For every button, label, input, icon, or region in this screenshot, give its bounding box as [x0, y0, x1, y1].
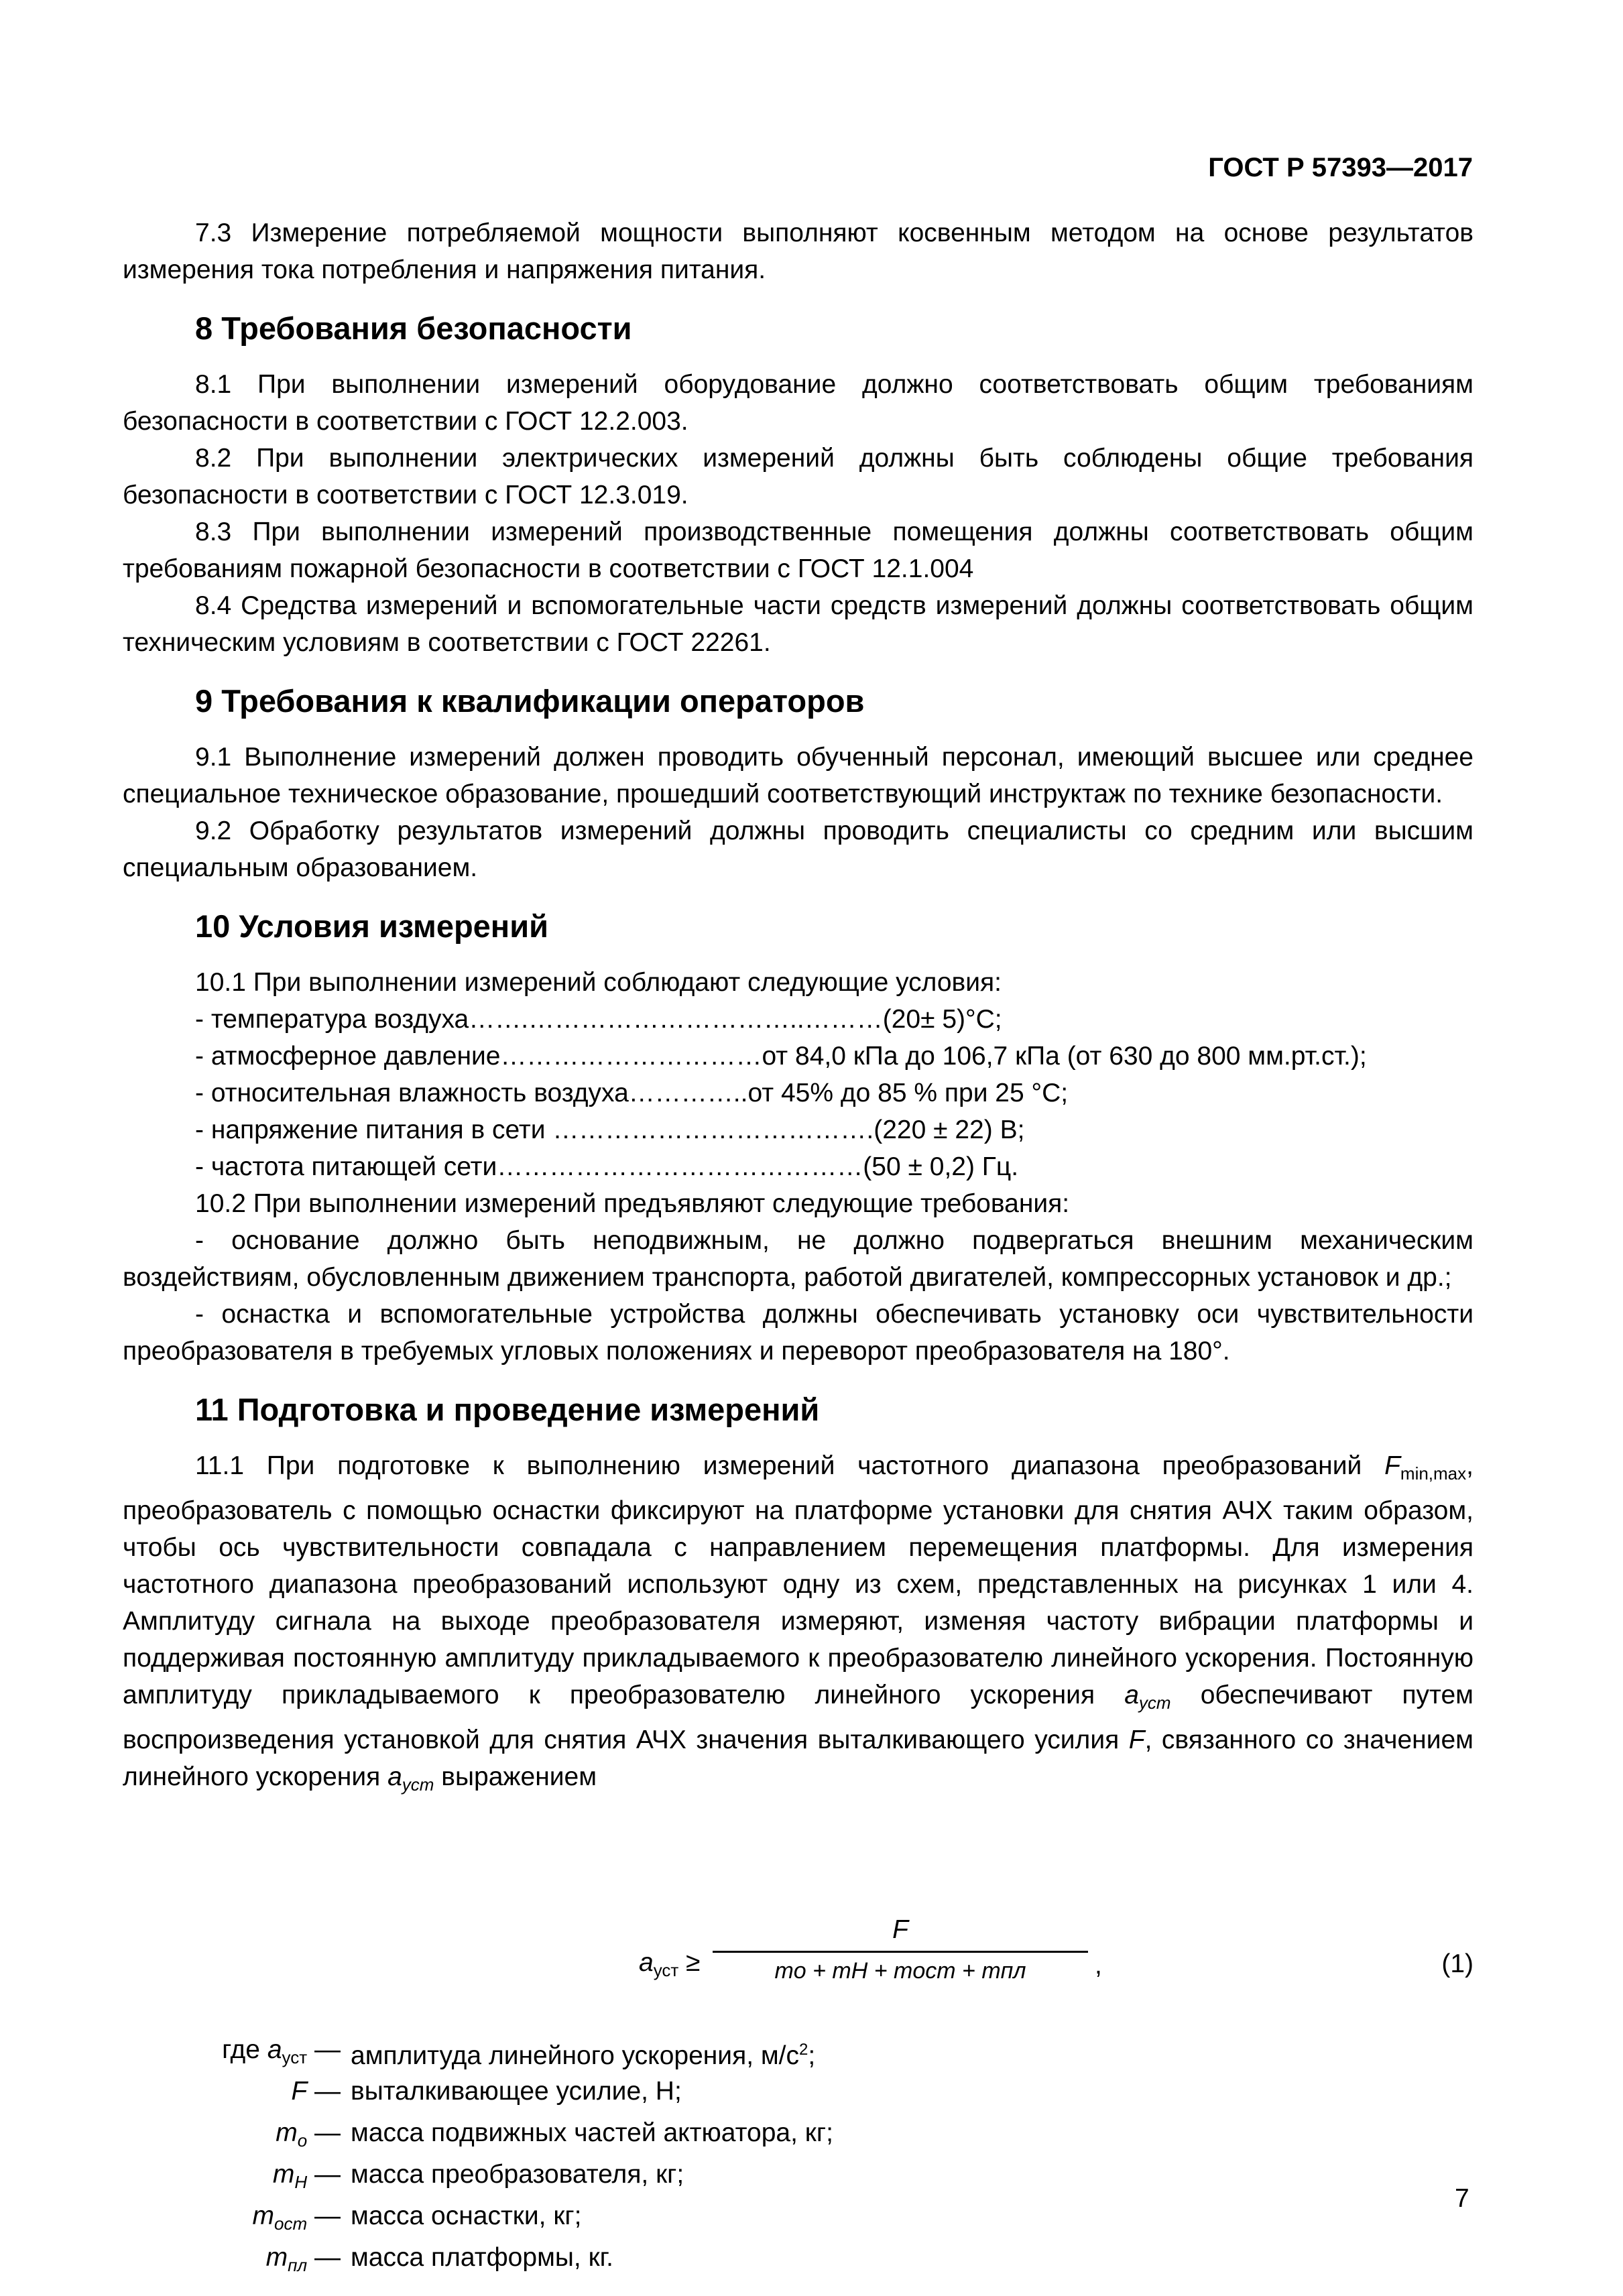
formula-legend [123, 2031, 1474, 2281]
legend-where-label: где [222, 2035, 260, 2064]
p111-text-a: 11.1 При подготовке к выполнению измерений частотного диапазона преобразований [195, 1451, 1385, 1480]
legend-dash: — [307, 2160, 341, 2189]
formula-comma: , [1095, 1951, 1102, 1980]
legend-description [351, 2031, 815, 2074]
legend-symbol [253, 2197, 341, 2242]
legend-tail: ; [808, 2041, 816, 2070]
p111-text-e: выражением [434, 1762, 597, 1791]
legend-row [123, 2114, 1474, 2156]
legend-symbol [291, 2073, 341, 2110]
section-10-title: 10 Условия измерений [195, 908, 548, 944]
formula-denominator: mо + mН + mост + mпл [774, 1958, 1026, 1984]
legend-row [123, 2197, 1474, 2239]
formula-lhs-subscript: уст [653, 1960, 679, 1980]
paragraph-11-1 [123, 1447, 1474, 1803]
legend-row [123, 2239, 1474, 2281]
legend-row [123, 2156, 1474, 2197]
paragraph-7-3: 7.3 Измерение потребляемой мощности выполняют косвенным методом на основе результатов измерения тока потребления и напряжения питания. [123, 219, 1474, 284]
legend-symbol-subscript: Н [294, 2172, 308, 2192]
legend-symbol [266, 2239, 341, 2284]
paragraph-8-2: 8.2 При выполнении электрических измерений должны быть соблюдены общие требования безопасности в соответствии с ГОСТ 12.3.019. [123, 444, 1474, 509]
formula-fraction [713, 1911, 1088, 1988]
p111-text-c: обеспечивают путем воспроизведения установкой для снятия АЧХ значения выталкивающего усилия [123, 1681, 1474, 1754]
legend-symbol [222, 2031, 341, 2076]
legend-symbol-letter: m [252, 2201, 275, 2230]
legend-symbol-subscript: уст [282, 2047, 308, 2067]
legend-description [351, 2114, 833, 2151]
p111-text-d: , связанного со значением линейного ускорения [123, 1726, 1474, 1791]
requirement-base: - основание должно быть неподвижным, не должно подвергаться внешним механическим воздействиям, обусловленным движением транспорта, работой двигателей, компрессорных установок и др.; [123, 1226, 1474, 1292]
paragraph-8-3: 8.3 При выполнении измерений производственные помещения должны соответствовать общим требованиям пожарной безопасности в соответствии с ГОСТ 12.1.004 [123, 518, 1474, 583]
p111-symbol-f2: F [1128, 1726, 1145, 1754]
legend-symbol-subscript: пл [288, 2255, 308, 2275]
requirement-fixture: - оснастка и вспомогательные устройства должны обеспечивать установку оси чувствительности преобразователя в требуемых угловых положениях и переворот преобразователя на 180°. [123, 1300, 1474, 1366]
document-header: ГОСТ Р 57393—2017 [1208, 153, 1473, 182]
legend-description-text: масса оснастки, кг; [351, 2201, 582, 2230]
condition-pressure: - атмосферное давление…………………………от 84,0 кПа до 106,7 кПа (от 630 до 800 мм.рт.ст.); [195, 1042, 1367, 1071]
formula-numerator: F [892, 1915, 908, 1944]
legend-description-text: масса преобразователя, кг; [351, 2160, 684, 2189]
paragraph-9-1: 9.1 Выполнение измерений должен проводить обученный персонал, имеющий высшее или среднее специальное техническое образование, прошедший соответствующий инструктаж по технике безопасности. [123, 743, 1474, 808]
legend-description-text: масса платформы, кг. [351, 2243, 613, 2272]
p111-text-b: , преобразователь с помощью оснастки фиксируют на платформе установки для снятия АЧХ таким образом, чтобы ось чувствительности совпадала с направлением перемещения платформы. Для измерения частотного диапазона преобразований используют одну из схем, представленных на рисунках 1 или 4. Амплитуду сигнала на выходе преобразователя измеряют, изменяя частоту вибрации платформы и поддерживая постоянную амплитуду прикладываемого к преобразователю линейного ускорения. Постоянную амплитуду прикладываемого к преобразователю линейного ускорения [123, 1451, 1474, 1709]
p111-subscript-ust2: уст [402, 1774, 434, 1795]
formula-lhs [639, 1944, 701, 1989]
section-9-title: 9 Требования к квалификации операторов [195, 683, 865, 719]
paragraph-9-2: 9.2 Обработку результатов измерений должны проводить специалисты со средним или высшим специальным образованием. [123, 817, 1474, 882]
formula-relation: ≥ [678, 1948, 701, 1977]
condition-frequency: - частота питающей сети……………………………………(50 ± 0,2) Гц. [195, 1152, 1019, 1181]
legend-description [351, 2239, 613, 2276]
p111-subscript-minmax: min,max [1400, 1463, 1467, 1484]
p111-subscript-ust: уст [1138, 1693, 1171, 1713]
legend-symbol-subscript: ост [274, 2214, 308, 2234]
legend-description-text: масса подвижных частей актюатора, кг; [351, 2118, 833, 2147]
legend-superscript: 2 [799, 2041, 808, 2059]
paragraph-8-4: 8.4 Средства измерений и вспомогательные части средств измерений должны соответствовать общим техническим условиям в соответствии с ГОСТ 22261. [123, 591, 1474, 657]
paragraph-10-1: 10.1 При выполнении измерений соблюдают следующие условия: [195, 968, 1002, 997]
section-11-title: 11 Подготовка и проведение измерений [195, 1392, 820, 1427]
p111-symbol-a2: a [387, 1762, 402, 1791]
legend-symbol-letter: m [265, 2243, 288, 2272]
p111-symbol-a: a [1124, 1681, 1139, 1709]
condition-humidity: - относительная влажность воздуха…………..от 45% до 85 % при 25 °С; [195, 1079, 1069, 1107]
formula-number: (1) [1441, 1949, 1474, 1978]
page-number: 7 [1455, 2184, 1469, 2213]
legend-row [123, 2031, 1474, 2073]
legend-description [351, 2197, 581, 2234]
legend-dash: — [307, 2035, 341, 2064]
legend-symbol-letter: F [291, 2077, 308, 2106]
legend-description-text: выталкивающее усилие, Н; [351, 2077, 682, 2106]
section-8-title: 8 Требования безопасности [195, 310, 632, 346]
formula-lhs-symbol: a [639, 1948, 654, 1977]
legend-description [351, 2073, 682, 2110]
formula-1 [123, 1911, 1474, 2011]
legend-symbol-subscript: о [297, 2130, 308, 2151]
legend-description-text: амплитуда линейного ускорения, м/с [351, 2041, 800, 2070]
formula-fraction-bar [713, 1951, 1088, 1953]
p111-symbol-f: F [1384, 1451, 1400, 1480]
condition-voltage: - напряжение питания в сети ……………………………….(220 ± 22) В; [195, 1115, 1025, 1144]
condition-air-temperature: - температура воздуха…….…………………………..………(20± 5)°С; [195, 1005, 1002, 1034]
legend-symbol-letter: a [267, 2035, 282, 2064]
legend-symbol-letter: m [272, 2160, 295, 2189]
paragraph-8-1: 8.1 При выполнении измерений оборудование должно соответствовать общим требованиям безопасности в соответствии с ГОСТ 12.2.003. [123, 370, 1474, 436]
paragraph-10-2: 10.2 При выполнении измерений предъявляют следующие требования: [195, 1189, 1070, 1218]
legend-symbol-letter: m [276, 2118, 298, 2147]
legend-symbol [273, 2156, 341, 2201]
legend-dash: — [307, 2243, 341, 2272]
legend-dash: — [307, 2118, 341, 2147]
legend-dash: — [307, 2201, 341, 2230]
document-body [123, 215, 1474, 2275]
legend-symbol [276, 2114, 341, 2159]
legend-description [351, 2156, 684, 2193]
legend-row [123, 2073, 1474, 2114]
legend-dash: — [307, 2077, 341, 2106]
